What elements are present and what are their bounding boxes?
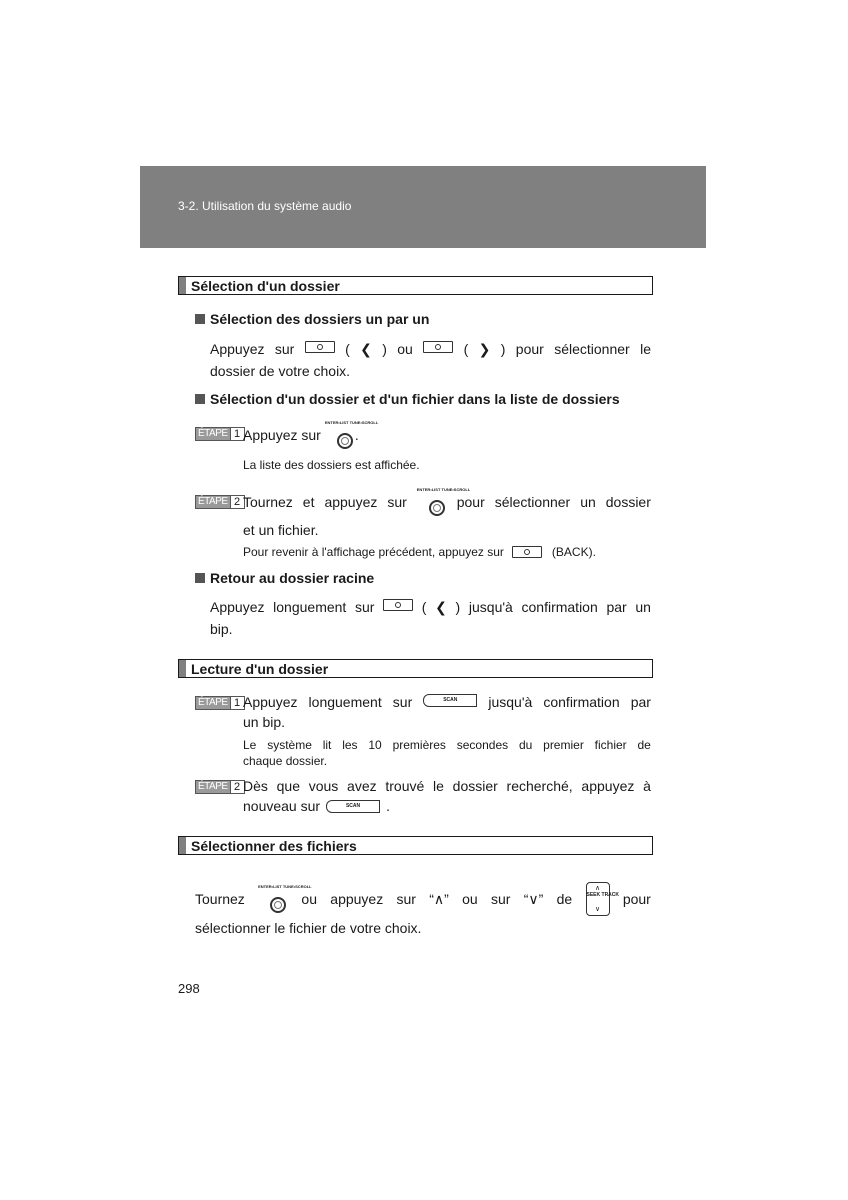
section-header-bar [179, 277, 186, 294]
word: appuyez [324, 494, 378, 510]
word: Appuyez [210, 599, 265, 615]
subheading-text: Retour au dossier racine [210, 570, 375, 586]
knob-circle [337, 433, 353, 449]
word: premières [392, 738, 446, 752]
word: ) [500, 341, 506, 357]
knob-label: ENTER•LIST TUNE•SCROLL [258, 884, 312, 889]
word: pour [622, 891, 651, 907]
paragraph-line: bip. [210, 621, 233, 637]
chevron-right-icon: ❯ [478, 341, 491, 357]
knob-label: ENTER•LIST TUNE•SCROLL [324, 420, 379, 425]
word: . [386, 798, 390, 814]
seek-label: SEEK TRACK [586, 892, 620, 898]
word: Le [243, 738, 257, 752]
knob-label: ENTER•LIST TUNE•SCROLL [416, 487, 471, 492]
step-badge [195, 780, 245, 794]
word: appuyez [581, 778, 635, 794]
word: ) [455, 599, 461, 615]
word: trouvé [385, 778, 425, 794]
word: Appuyez sur [243, 427, 321, 443]
paragraph-line [243, 488, 651, 516]
note-text: Pour revenir à l'affichage précédent, appuyez sur [243, 545, 504, 559]
word: Tournez [243, 494, 293, 510]
page-number: 298 [178, 981, 200, 996]
square-bullet-icon [195, 394, 205, 404]
word: et [302, 494, 315, 510]
paragraph-line: sélectionner le fichier de votre choix. [195, 920, 422, 936]
subheading-dossier-et-fichier [195, 391, 620, 407]
word: confirmation [521, 599, 598, 615]
word: ou [301, 891, 317, 907]
word: sur [392, 694, 413, 710]
word: pour [515, 341, 544, 357]
chevron-left-icon: ❮ [360, 341, 372, 357]
step-badge [195, 495, 245, 509]
knob-circle [429, 500, 445, 516]
scan-button-icon: SCAN [423, 694, 477, 707]
chevron-up-icon: ∧ [594, 885, 601, 892]
note-text: (BACK). [551, 545, 596, 559]
step-number: 2 [230, 496, 244, 508]
word: premier [543, 738, 584, 752]
word: sélectionner [494, 494, 571, 510]
word: longuement [308, 694, 382, 710]
step-label: ÉTAPE [198, 697, 228, 708]
word: sur [396, 891, 416, 907]
step-note [243, 545, 596, 559]
word: le [433, 778, 444, 794]
square-bullet-icon [195, 573, 205, 583]
folder-button-icon [383, 599, 413, 611]
section-header-bar [179, 837, 186, 854]
step-badge [195, 427, 245, 441]
section-header-selectionner-fichiers [178, 836, 653, 855]
chapter-header-title: 3-2. Utilisation du système audio [178, 199, 352, 213]
paragraph-line [210, 341, 651, 358]
section-title: Lecture d'un dossier [191, 661, 329, 677]
step-note: chaque dossier. [243, 754, 328, 768]
word: ) [382, 341, 387, 357]
word: sélectionner [554, 341, 630, 357]
word: ou [397, 341, 413, 357]
word: sur [387, 494, 407, 510]
word: le [640, 341, 651, 357]
step-number: 2 [230, 781, 244, 793]
word: lit [322, 738, 332, 752]
step-label: ÉTAPE [198, 496, 228, 507]
subheading-text: Sélection d'un dossier et d'un fichier dans la liste de dossiers [210, 391, 620, 407]
word: par [630, 694, 651, 710]
word: secondes [456, 738, 509, 752]
paragraph-line: un bip. [243, 714, 286, 730]
word: les [342, 738, 358, 752]
paragraph-line [195, 882, 651, 916]
section-title: Sélection d'un dossier [191, 278, 340, 294]
word: Tournez [195, 891, 245, 907]
chevron-left-icon: ❮ [435, 599, 447, 615]
word: que [276, 778, 300, 794]
step-text [243, 420, 379, 449]
knob-circle [270, 897, 286, 913]
step-label: ÉTAPE [198, 781, 228, 792]
seek-track-button-icon [586, 882, 620, 916]
paragraph-line [243, 694, 651, 710]
word: sur [491, 891, 511, 907]
word: à [643, 778, 651, 794]
word: système [267, 738, 312, 752]
step-number: 1 [230, 697, 244, 709]
word: “∧” [429, 890, 449, 907]
word: recherché, [506, 778, 573, 794]
step-note [243, 738, 651, 752]
step-badge [195, 696, 245, 710]
word: nouveau sur [243, 798, 321, 814]
step-note: La liste des dossiers est affichée. [243, 458, 420, 472]
paragraph-line: et un fichier. [243, 522, 319, 538]
word: confirmation [543, 694, 620, 710]
back-button-icon [512, 546, 542, 558]
word: de [556, 891, 573, 907]
word: Appuyez [210, 341, 265, 357]
folder-button-icon [423, 341, 453, 353]
step-label: ÉTAPE [198, 428, 228, 439]
subheading-text: Sélection des dossiers un par un [210, 311, 430, 327]
word: sur [355, 599, 375, 615]
word: longuement [273, 599, 347, 615]
paragraph-line [243, 798, 390, 814]
word: “∨” [523, 890, 544, 907]
subheading-dossiers-un-par-un [195, 311, 429, 327]
word: pour [456, 494, 485, 510]
word: de [637, 738, 651, 752]
word: appuyez [330, 891, 384, 907]
word: un [580, 494, 596, 510]
word: fichier [594, 738, 627, 752]
word: jusqu'à [468, 599, 513, 615]
word: Appuyez [243, 694, 298, 710]
word: avez [347, 778, 377, 794]
paragraph-line: dossier de votre choix. [210, 363, 351, 379]
word: dossier [452, 778, 498, 794]
word: 10 [368, 738, 382, 752]
tune-knob-icon [324, 420, 379, 449]
folder-button-icon [305, 341, 335, 353]
section-header-selection-dossier [178, 276, 653, 295]
scan-button-icon: SCAN [326, 800, 380, 813]
paragraph-line [243, 778, 651, 794]
word: ou [462, 891, 478, 907]
word: ( [345, 341, 350, 357]
word: un [635, 599, 651, 615]
word: Dès [243, 778, 268, 794]
section-header-lecture-dossier [178, 659, 653, 678]
square-bullet-icon [195, 314, 205, 324]
word: sur [274, 341, 295, 357]
word: par [606, 599, 627, 615]
paragraph-line [210, 599, 651, 616]
word: vous [308, 778, 339, 794]
word: . [354, 427, 359, 443]
section-title: Sélectionner des fichiers [191, 838, 357, 854]
word: dossier [605, 494, 651, 510]
word: jusqu'à [488, 694, 533, 710]
step-number: 1 [230, 428, 244, 440]
chevron-down-icon: ∨ [594, 906, 601, 913]
word: du [518, 738, 533, 752]
word: ( [421, 599, 427, 615]
subheading-retour-racine [195, 570, 374, 586]
word: ( [463, 341, 469, 357]
section-header-bar [179, 660, 186, 677]
